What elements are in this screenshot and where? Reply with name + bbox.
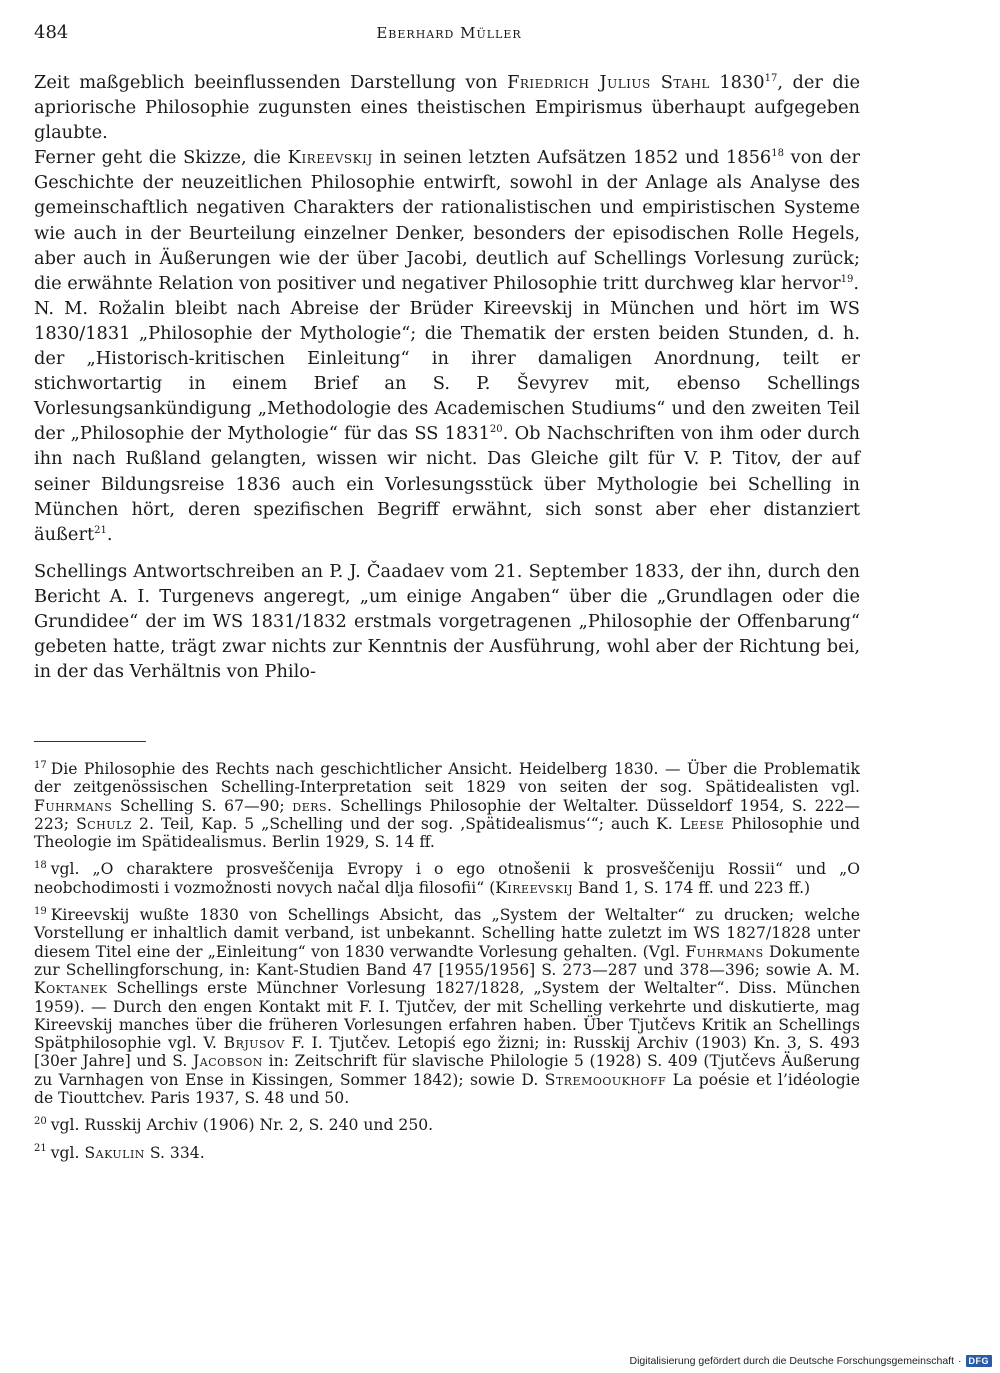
footnote-19: $^{19}$ Kireevskij wußte 1830 von Schellings Absicht, das „System der Weltalter“ zu drucken; welche Vorstellung er inhaltlich damit verband, ist unbekannt. Schelling hatte zuletzt im WS 1827/1828 unter diesem Titel eine der „Einleitung“ von 1830 verwandte Vorlesung gehalten. (Vgl. Fuhrmans Dokumente zur Schellingforschung, in: Kant-Studien Band 47 [1955/1956] S. 273—287 und 378—396; sowie A. M. Koktanek Schellings erste Münchner Vorlesung 1827/1828, „System der Weltalter“. Diss. München 1959). — Durch den engen Kontakt mit F. I. Tjutčev, der mit Schelling verkehrte und diskutierte, mag Kireevskij manches über die früheren Vorlesungen erfahren haben. Über Tjutčevs Kritik an Schellings Spätphilosophie vgl. V. Brjusov F. I. Tjutčev. Letopiś ego žizni; in: Russkij Archiv (1903) Kn. 3, S. 493 [30er Jahre] und S. Jacobson in: Zeitschrift für slavische Philologie 5 (1928) S. 409 (Tjutčevs Äußerung zu Varnhagen von Ense in Kissingen, Sommer 1842); sowie D. Stremooukhoff La poésie et l’idéologie de Tiouttchev. Paris 1937, S. 48 und 50.	[34, 905, 860, 1108]
funding-notice: Digitalisierung gefördert durch die Deutsche Forschungsgemeinschaft · DFG	[629, 1355, 992, 1367]
footnote-18: $^{18}$ vgl. „O charaktere prosveščenija Evropy i o ego otnošenii k prosveščeniju Rossii“ und „O neobchodimosti i vozmožnosti novych načal dlja filosofii“ (Kireevskij Band 1, S. 174 ff. und 223 ff.)	[34, 860, 860, 897]
footnote-ref-19: 19	[840, 273, 854, 285]
paragraph-2: Ferner geht die Skizze, die Kireevskij in seinen letzten Aufsätzen 1852 und 1856$^{18}$ von der Geschichte der neuzeitlichen Philosophie entwirft, sowohl in der Anlage als Analyse des gemeinschaftlich negativen Charakters der rationalistischen und empiristischen Systeme wie auch in der Beurteilung einzelner Denker, besonders der episodischen Rolle Hegels, aber auch in Äußerungen wie der über Jacobi, deutlich auf Schellings Vorlesung zurück; die erwähnte Relation von positiver und negativer Philosophie tritt durchweg klar hervor$^{19}$.	[34, 147, 860, 294]
page-number: 484	[34, 22, 69, 43]
footnote-ref-17: 17	[764, 73, 778, 85]
footnote-17: $^{17}$ Die Philosophie des Rechts nach geschichtlicher Ansicht. Heidelberg 1830. — Über die Problematik der zeitgenössischen Schelling-Interpretation seit 1829 von seiten der sog. Spätidealisten vgl. Fuhrmans Schelling S. 67—90; ders. Schellings Philosophie der Weltalter. Düsseldorf 1954, S. 222—223; Schulz 2. Teil, Kap. 5 „Schelling und der sog. ‚Spätidealismus‘“; auch K. Leese Philosophie und Theologie im Spätidealismus. Berlin 1929, S. 14 ff.	[34, 759, 861, 852]
dfg-logo-icon: DFG	[966, 1355, 993, 1367]
paragraph-4: Schellings Antwortschreiben an P. J. Čaadaev vom 21. September 1833, der ihn, durch den Bericht A. I. Turgenevs angeregt, „um einige Angaben“ über die „Grundlagen oder die Grundidee“ der im WS 1831/1832 erstmals vorgetragenen „Philosophie der Offenbarung“ gebeten hatte, trägt zwar nichts zur Kenntnis der Ausführung, wohl aber der Richtung bei, in der das Verhältnis von Philo-	[34, 560, 860, 683]
funding-text: Digitalisierung gefördert durch die Deutsche Forschungsgemeinschaft	[629, 1355, 954, 1367]
footnote-ref-20: 20	[489, 424, 503, 436]
paragraph-3: N. M. Rožalin bleibt nach Abreise der Brüder Kireevskij in München und hört im WS 1830/1831 „Philosophie der Mythologie“; die Thematik der ersten beiden Stunden, d. h. der „Historisch-kritischen Einleitung“ in ihrer damaligen Anordnung, teilt er stichwortartig in einem Brief an S. P. Ševyrev mit, ebenso Schellings Vorlesungsankündigung „Methodologie des Academischen Studiums“ und den zweiten Teil der „Philosophie der Mythologie“ für das SS 1831$^{20}$. Ob Nachschriften von ihm oder durch ihn nach Rußland gelangten, wissen wir nicht. Das Gleiche gilt für V. P. Titov, der auf seiner Bildungsreise 1836 auch ein Vorlesungsstück über Mythologie bei Schelling in München hört, deren spezifischen Begriff erwähnt, sich sonst aber eher distanziert äußert$^{21}$.	[34, 297, 860, 545]
running-head: Eberhard Müller	[376, 24, 522, 42]
paragraph-1: Zeit maßgeblich beeinflussenden Darstellung von Friedrich Julius Stahl 1830$^{17}$, der die apriorische Philosophie zugunsten eines theistischen Empirismus überhaupt aufgegeben glaubte.	[34, 72, 860, 144]
footnote-ref-18: 18	[771, 148, 784, 160]
footnotes	[34, 760, 860, 1171]
footnote-ref-21: 21	[94, 524, 107, 536]
page-header	[34, 22, 864, 52]
footnote-20: $^{20}$ vgl. Russkij Archiv (1906) Nr. 2, S. 240 und 250.	[34, 1116, 434, 1135]
footnote-21: $^{21}$ vgl. Sakulin S. 334.	[34, 1143, 205, 1162]
body-text	[34, 70, 860, 684]
footnote-divider	[34, 741, 146, 742]
